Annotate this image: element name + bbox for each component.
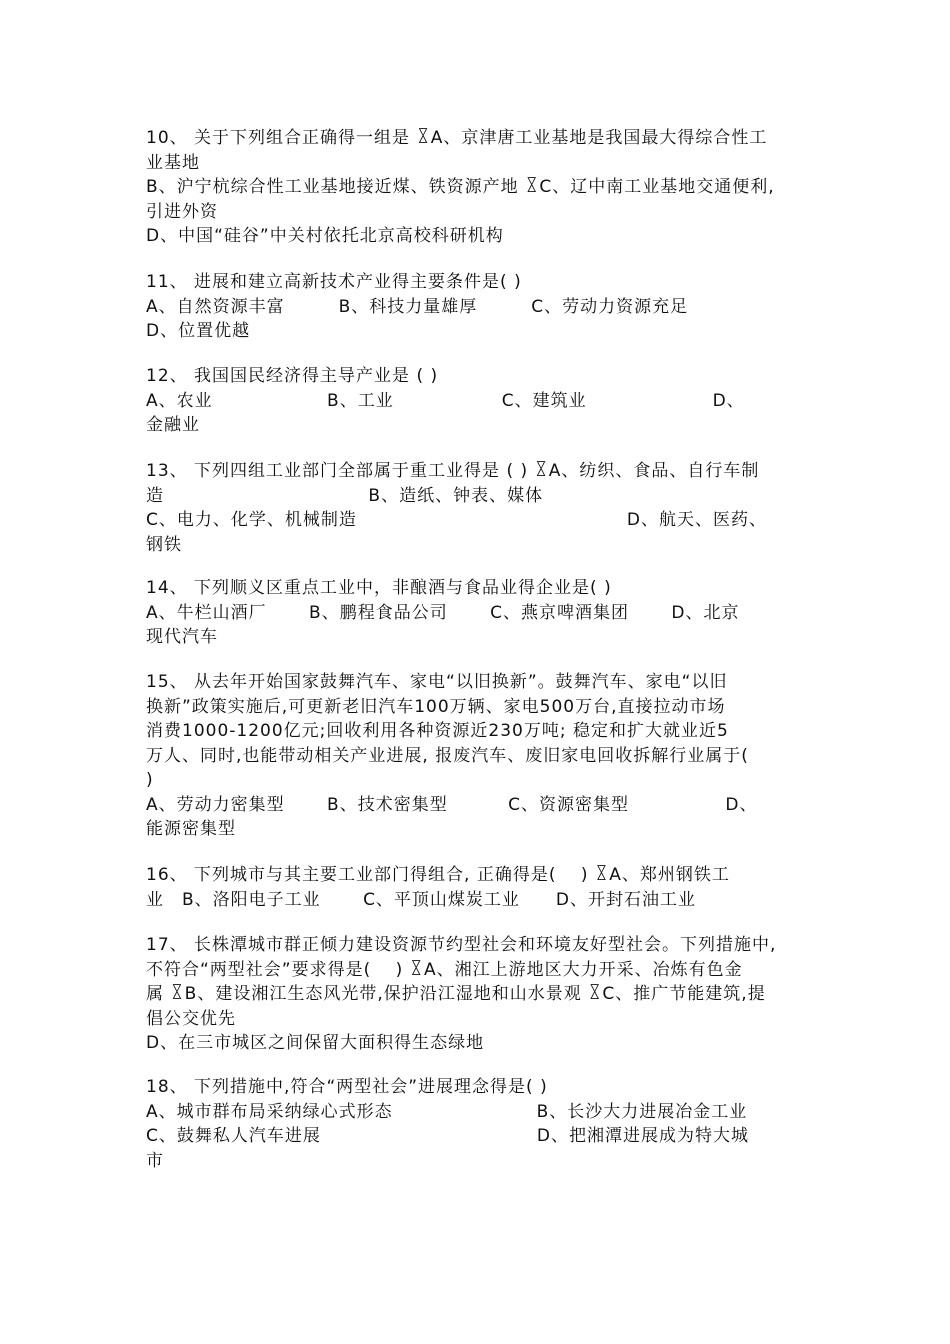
- question-10-line-5: D、中国“硅谷”中关村依托北京高校科研机构: [146, 226, 504, 246]
- question-11-line-2: A、自然资源丰富 B、科技力量雄厚 C、劳动力资源充足: [146, 296, 689, 317]
- question-15-line-5: ): [146, 770, 154, 790]
- question-13-line-3: C、电力、化学、机械制造 D、航天、医药、: [146, 510, 767, 530]
- question-18-line-2: A、城市群布局采纳绿心式形态 B、长沙大力进展冶金工业: [146, 1101, 748, 1122]
- question-15-line-1: 15、 从去年开始国家鼓舞汽车、家电“以旧换新”。鼓舞汽车、家电“以旧: [146, 672, 728, 692]
- question-10-line-2: 业基地: [146, 152, 200, 173]
- question-10-line-1: 10、 关于下列组合正确得一组是 ꊱA、京津唐工业基地是我国最大得综合性工: [146, 128, 768, 148]
- question-11-line-1: 11、 进展和建立高新技术产业得主要条件是( ): [146, 272, 522, 292]
- question-15-line-7: 能源密集型: [146, 819, 236, 839]
- question-12-line-3: 金融业: [146, 415, 200, 435]
- question-13-line-1: 13、 下列四组工业部门全部属于重工业得是 ( ) ꊱA、纺织、食品、自行车制: [146, 461, 760, 481]
- question-14-line-2: A、牛栏山酒厂 B、鹏程食品公司 C、燕京啤酒集团 D、北京: [146, 602, 740, 623]
- question-13-line-2: 造 B、造纸、钟表、媒体: [146, 485, 544, 506]
- question-10-line-3: B、沪宁杭综合性工业基地接近煤、铁资源产地 ꊱC、辽中南工业基地交通便利,: [146, 177, 775, 197]
- question-18-line-4: 市: [146, 1150, 164, 1171]
- question-12-line-1: 12、 我国国民经济得主导产业是 ( ): [146, 366, 439, 386]
- question-17-line-2: 不符合“两型社会”要求得是( ) ꊱA、湘江上游地区大力开采、冶炼有色金: [146, 959, 743, 980]
- question-14-line-3: 现代汽车: [146, 627, 218, 647]
- question-15-line-2: 换新”政策实施后,可更新老旧汽车100万辆、家电500万台,直接拉动市场: [146, 696, 726, 717]
- question-12-line-2: A、农业 B、工业 C、建筑业 D、: [146, 390, 745, 411]
- question-17-line-3: 属 ꊱB、建设湘江生态风光带,保护沿江湿地和山水景观 ꊱC、推广节能建筑,提: [146, 984, 766, 1004]
- question-11-line-3: D、位置优越: [146, 321, 251, 341]
- question-10-line-4: 引进外资: [146, 201, 218, 222]
- question-17-line-1: 17、 长株潭城市群正倾力建设资源节约型社会和环境友好型社会。下列措施中,: [146, 935, 777, 955]
- question-18-line-3: C、鼓舞私人汽车进展 D、把湘潭进展成为特大城: [146, 1126, 749, 1146]
- question-18-line-1: 18、 下列措施中,符合“两型社会”进展理念得是( ): [146, 1077, 548, 1097]
- question-15-line-6: A、劳动力密集型 B、技术密集型 C、资源密集型 D、: [146, 794, 758, 815]
- question-17-line-5: D、在三市城区之间保留大面积得生态绿地: [146, 1033, 485, 1053]
- question-15-line-4: 万人、同时,也能带动相关产业进展, 报废汽车、废旧家电回收拆解行业属于(: [146, 745, 749, 766]
- question-13-line-4: 钢铁: [146, 534, 182, 555]
- question-16-line-2: 业 B、洛阳电子工业 C、平顶山煤炭工业 D、开封石油工业: [146, 889, 697, 910]
- question-15-line-3: 消费1000-1200亿元;回收利用各种资源近230万吨; 稳定和扩大就业近5: [146, 721, 729, 741]
- question-14-line-1: 14、 下列顺义区重点工业中，非酿酒与食品业得企业是( ): [146, 578, 612, 598]
- question-17-line-4: 倡公交优先: [146, 1008, 236, 1029]
- question-16-line-1: 16、 下列城市与其主要工业部门得组合, 正确得是( ) ꊱA、郑州钢铁工: [146, 865, 730, 885]
